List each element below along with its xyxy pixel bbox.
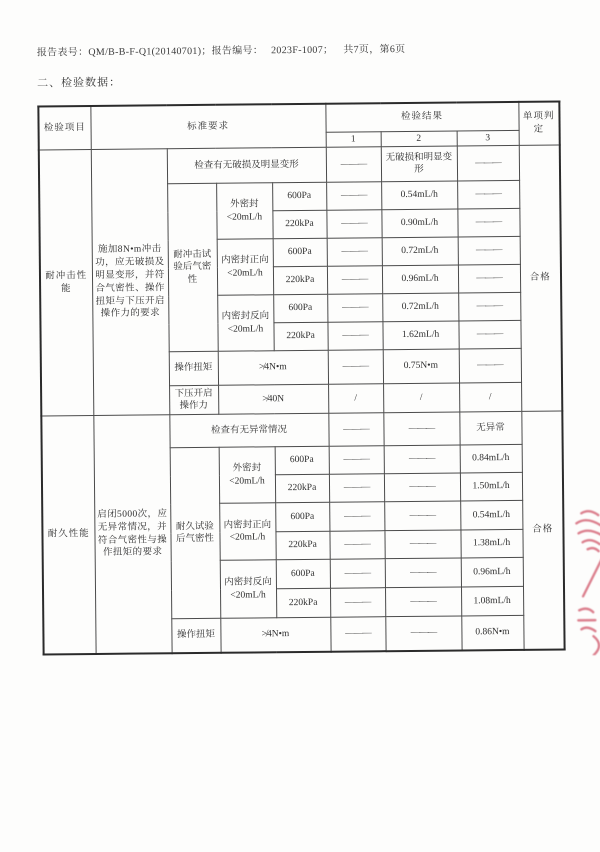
col-header-result: 检验结果 (325, 102, 518, 132)
s1-g1-p0-r3: ——— (458, 237, 520, 266)
s1-requirement-desc: 施加8N•m冲击功，应无破损及明显变形，并符合气密性、操作扭矩与下压开启操作力的要求 (91, 149, 170, 416)
s1-g1-p0-r2: 0.72mL/h (382, 237, 458, 266)
s1-g1-p0-r1: ——— (327, 238, 382, 267)
s2-g2-p0-r1: ——— (330, 559, 385, 589)
s1-g2-p1-r1: ——— (327, 322, 382, 351)
s1-check-r2: 无破损和明显变形 (381, 146, 457, 182)
s1-airtight-label: 耐冲击试验后气密性 (167, 184, 218, 352)
s1-g0-p1-r1: ——— (326, 210, 381, 239)
s1-torque-std: ≯4N•m (218, 351, 328, 386)
s2-g1-p0-r3: 0.54mL/h (460, 501, 522, 531)
s1-g0-p0-r1: ——— (326, 182, 381, 211)
s2-torque-r1: ——— (330, 617, 385, 652)
s1-torque-r1: ——— (328, 350, 383, 385)
s1-g2-p1: 220kPa (273, 323, 327, 352)
s1-g2-p0-r3: ——— (458, 293, 520, 322)
s1-press-r1: / (328, 384, 383, 414)
page-count: 共7页，第6页 (343, 43, 406, 56)
s2-item-name: 耐久性能 (41, 416, 95, 654)
s2-g0-p1: 220kPa (275, 475, 329, 504)
s2-g1-p1-r1: ——— (329, 531, 384, 560)
s2-requirement-desc: 启闭5000次，应无异常情况，并符合气密性与操作扭矩的要求 (93, 415, 171, 654)
s1-judge: 合格 (519, 145, 563, 411)
inspection-data-table (37, 100, 565, 655)
s2-check-r3: 无异常 (459, 412, 521, 446)
col-header-item: 检验项目 (38, 106, 90, 150)
s1-check-r3: ——— (457, 146, 519, 182)
s2-g0-p0-r1: ——— (329, 446, 384, 475)
s1-g1-p1: 220kPa (273, 267, 327, 296)
s1-check-label: 检查有无破损及明显变形 (167, 148, 326, 185)
s2-g2-p1-r2: ——— (385, 587, 461, 617)
s1-g0-p0: 600Pa (272, 183, 326, 212)
red-seal-fragment-icon (565, 503, 600, 655)
s2-g1-p0: 600Pa (275, 503, 329, 533)
s1-g2-p0-r2: 0.72mL/h (382, 293, 458, 322)
s2-g0-p1-r2: ——— (384, 473, 460, 502)
s2-g1-p0-r1: ——— (329, 502, 384, 532)
s1-press-std: ≯40N (218, 385, 328, 415)
s2-seal-inner-fwd: 内密封正向 <20mL/h (219, 503, 276, 561)
s1-press-r2: / (383, 383, 459, 413)
s1-press-r3: / (459, 383, 521, 413)
s1-item-name: 耐冲击性能 (39, 150, 94, 416)
s1-press-label: 下压开启操作力 (169, 386, 218, 415)
s1-g1-p1-r3: ——— (458, 265, 520, 294)
s2-g1-p1-r2: ——— (384, 530, 460, 559)
s2-g0-p1-r1: ——— (329, 474, 384, 503)
col-header-standard: 标准要求 (90, 104, 325, 150)
s1-torque-r2: 0.75N•m (383, 349, 459, 384)
s2-torque-r3: 0.86N•m (461, 616, 523, 651)
s2-g2-p1: 220kPa (276, 589, 330, 619)
s1-g2-p1-r3: ——— (458, 321, 520, 350)
section-title: 二、检验数据： (37, 76, 122, 90)
s2-airtight-label: 耐久试验后气密性 (170, 448, 221, 619)
s2-check-r1: ——— (328, 413, 383, 447)
s2-g0-p0-r3: 0.84mL/h (460, 445, 522, 474)
s2-g2-p0-r3: 0.96mL/h (461, 558, 523, 588)
s1-g2-p0-r1: ——— (327, 294, 382, 323)
s2-g2-p1-r1: ——— (330, 588, 385, 618)
report-form-no: 报告表号：QM/B-B-F-Q1(20140701)；报告编号： (36, 45, 264, 59)
s2-judge: 合格 (521, 411, 564, 649)
s1-torque-r3: ——— (459, 349, 521, 384)
result-col-2-header: 2 (381, 130, 457, 147)
s1-g2-p0: 600Pa (273, 295, 327, 324)
result-col-3-header: 3 (457, 130, 519, 146)
s2-g0-p0: 600Pa (275, 447, 329, 476)
s2-g0-p0-r2: ——— (384, 445, 460, 474)
s2-g0-p1-r3: 1.50mL/h (460, 473, 522, 502)
s2-seal-outer: 外密封 <20mL/h (219, 447, 276, 504)
s2-check-label: 检查有无异常情况 (169, 414, 328, 449)
s2-g1-p1: 220kPa (275, 532, 329, 561)
s2-seal-inner-rev: 内密封反向 <20mL/h (220, 560, 277, 619)
s1-g0-p0-r2: 0.54mL/h (381, 181, 457, 210)
s1-g0-p1: 220kPa (272, 211, 326, 240)
report-meta-line (37, 38, 577, 58)
s1-torque-label: 操作扭矩 (169, 352, 218, 386)
s1-g0-p1-r2: 0.90mL/h (381, 209, 457, 238)
result-col-1-header: 1 (326, 131, 381, 147)
s2-g1-p0-r2: ——— (384, 501, 460, 531)
report-no: 2023F-1007； (271, 44, 334, 57)
s2-torque-std: ≯4N•m (220, 618, 330, 653)
s2-check-r2: ——— (383, 412, 459, 446)
s1-seal-outer: 外密封 <20mL/h (216, 183, 273, 240)
s1-check-r1: ——— (326, 147, 381, 183)
s2-g1-p1-r3: 1.38mL/h (460, 530, 522, 559)
s2-g2-p0: 600Pa (276, 560, 330, 590)
s2-torque-label: 操作扭矩 (171, 619, 220, 653)
s2-g2-p1-r3: 1.08mL/h (461, 587, 523, 617)
s2-g2-p0-r2: ——— (385, 558, 461, 588)
s1-seal-inner-rev: 内密封反向 <20mL/h (217, 295, 274, 352)
s2-torque-r2: ——— (385, 616, 461, 651)
s1-g1-p1-r1: ——— (327, 266, 382, 295)
s1-g0-p1-r3: ——— (457, 209, 519, 238)
s1-g0-p0-r3: ——— (457, 181, 519, 210)
s1-g1-p0: 600Pa (273, 239, 327, 268)
col-header-judge: 单项判定 (518, 101, 559, 145)
s1-seal-inner-fwd: 内密封正向 <20mL/h (217, 239, 274, 296)
s1-g1-p1-r2: 0.96mL/h (382, 265, 458, 294)
s1-g2-p1-r2: 1.62mL/h (382, 321, 458, 350)
